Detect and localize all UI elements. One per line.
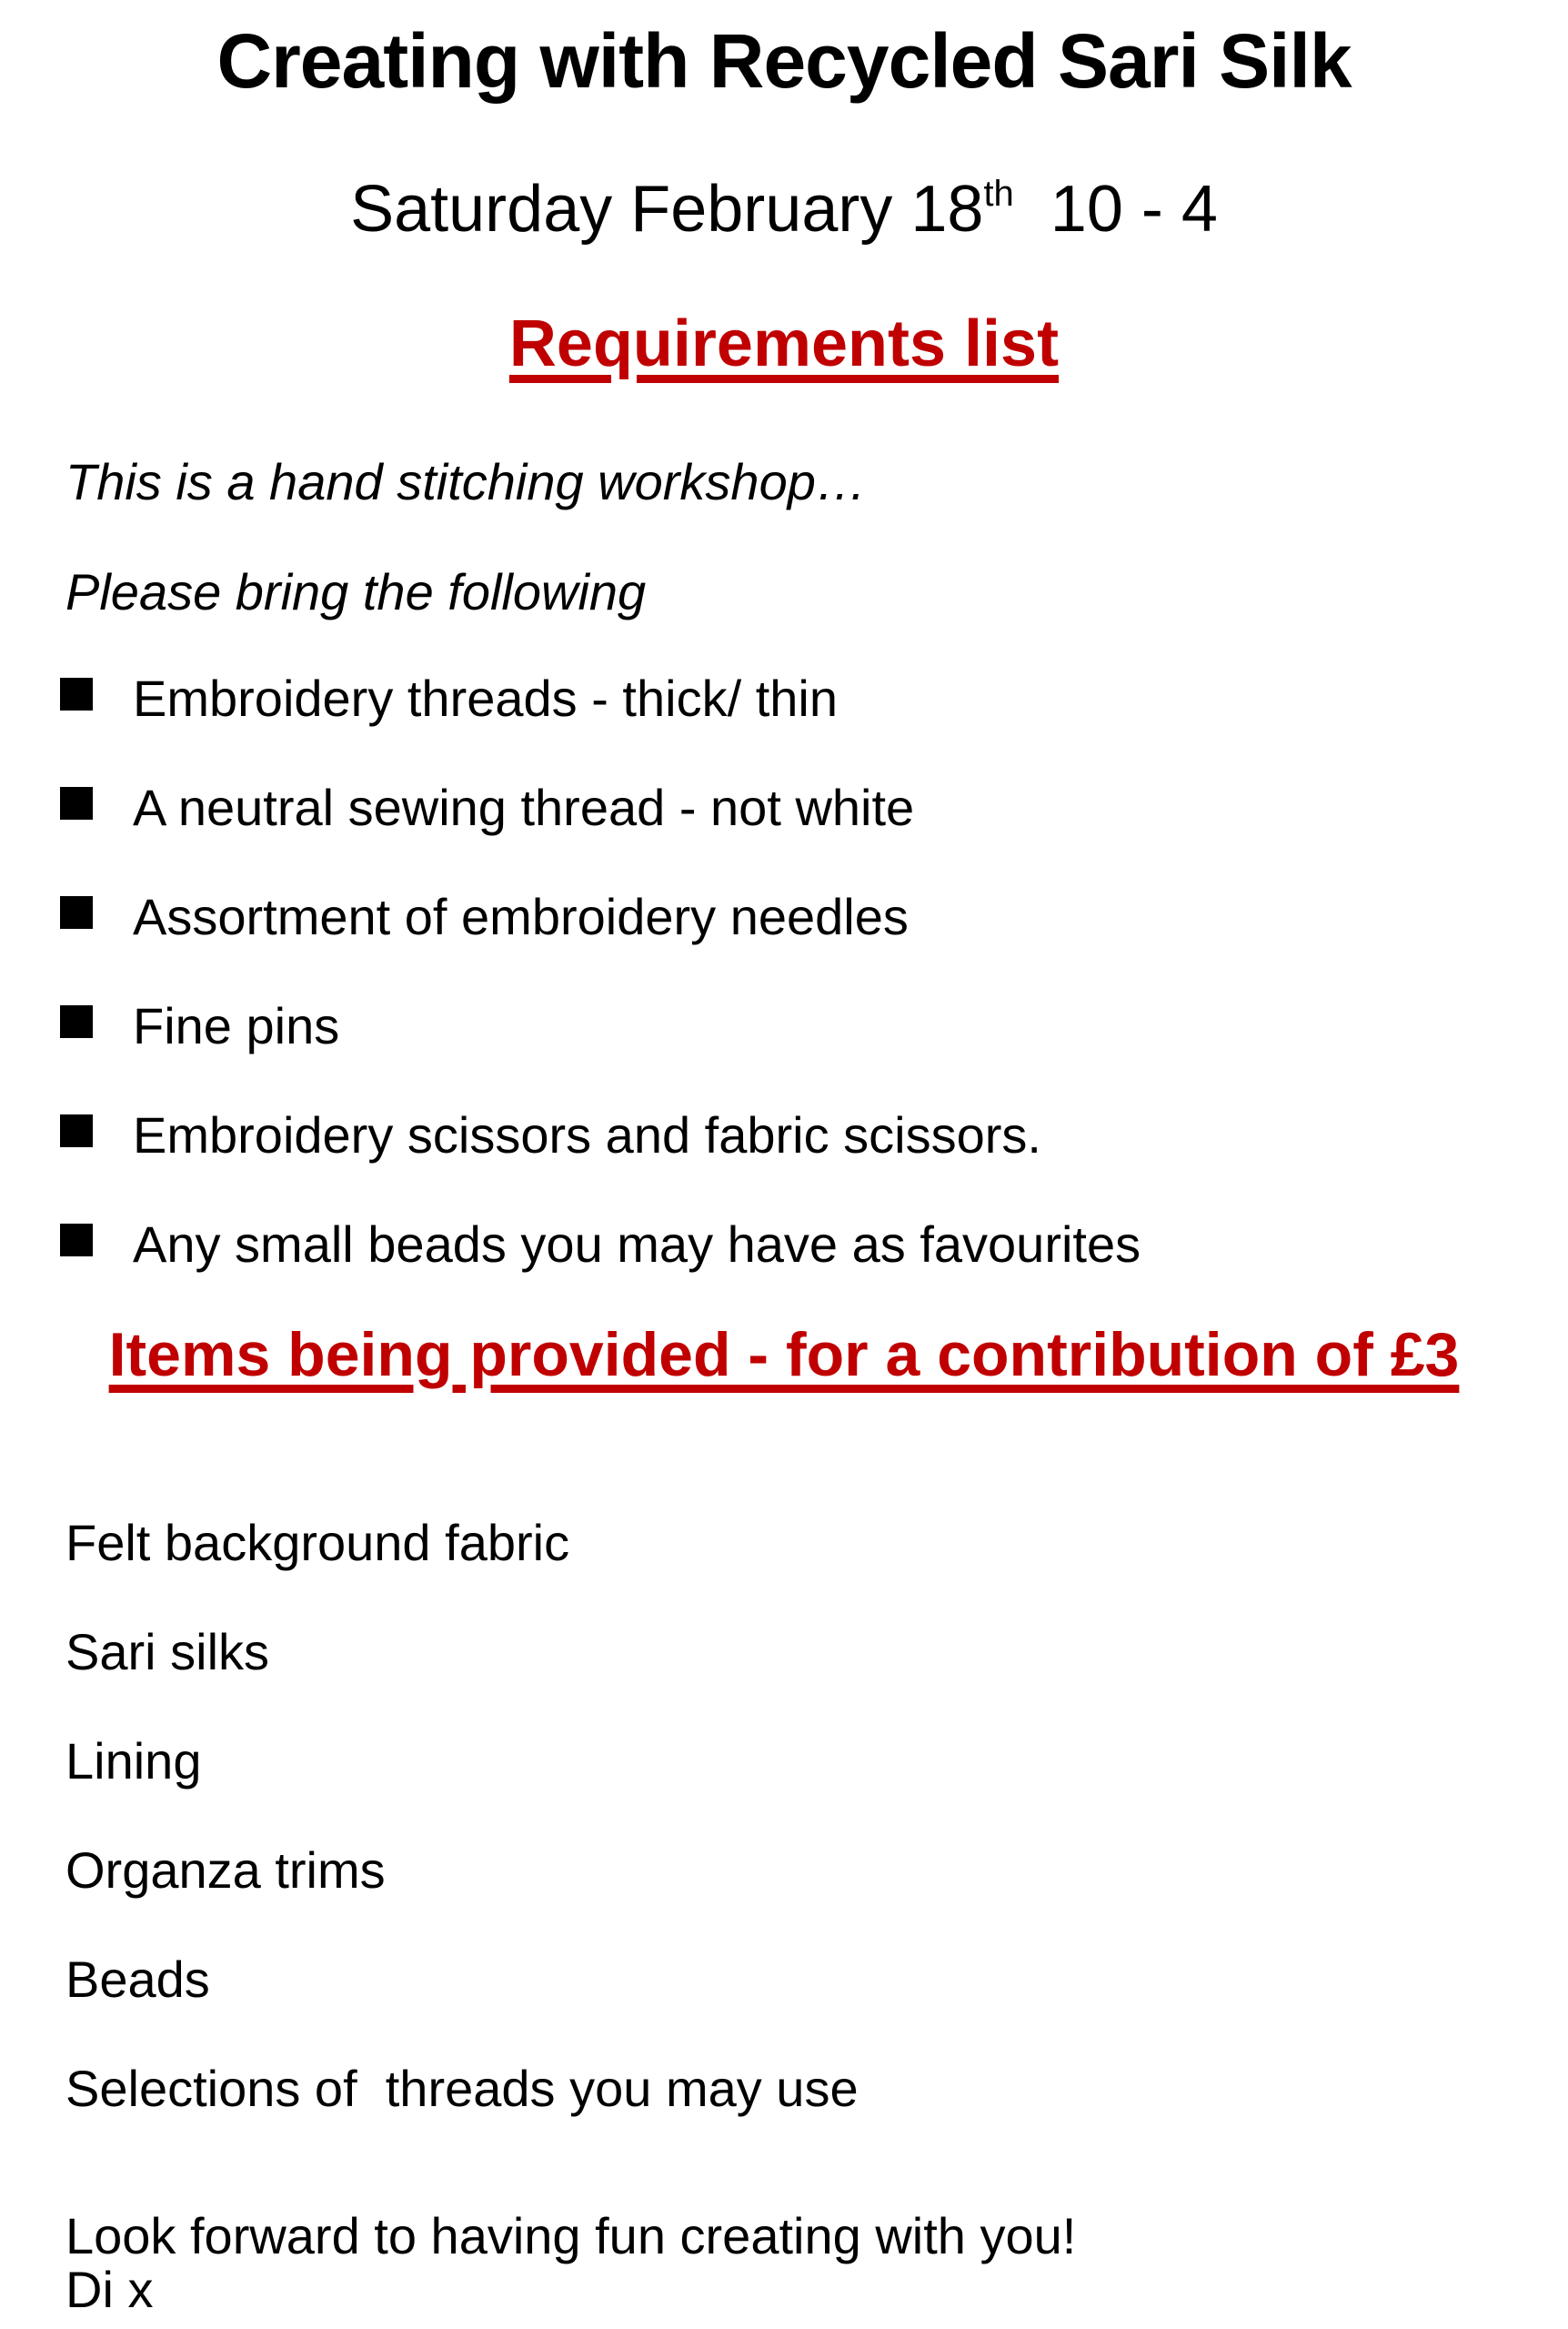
bullet-square-icon <box>60 1114 93 1147</box>
requirement-item-text: Fine pins <box>133 997 340 1054</box>
provided-item: Sari silks <box>65 1623 270 1680</box>
date-ordinal-superscript: th <box>983 174 1014 214</box>
items-provided-heading: Items being provided - for a contribution of £3 <box>108 1320 1460 1389</box>
bullet-square-icon <box>60 787 93 820</box>
provided-item: Organza trims <box>65 1841 386 1899</box>
bullet-square-icon <box>60 1224 93 1256</box>
requirement-item-text: A neutral sewing thread - not white <box>133 779 915 836</box>
requirement-item <box>60 779 1568 836</box>
requirement-item <box>60 1106 1568 1164</box>
date-time-range: 10 - 4 <box>1013 173 1218 246</box>
provided-item: Felt background fabric <box>65 1514 570 1571</box>
provided-item: Lining <box>65 1732 202 1790</box>
requirement-item-text: Assortment of embroidery needles <box>133 888 909 945</box>
provided-item: Beads <box>65 1951 210 2008</box>
closing-paragraph <box>65 2209 1568 2317</box>
event-date-line <box>0 173 1568 246</box>
intro-line-1: This is a hand stitching workshop… <box>65 453 867 510</box>
requirement-item-text: Embroidery scissors and fabric scissors. <box>133 1106 1041 1164</box>
requirement-item-text: Any small beads you may have as favourites <box>133 1215 1141 1273</box>
requirements-list <box>0 670 1568 1273</box>
bullet-square-icon <box>60 678 93 711</box>
signature: Di x <box>65 2261 154 2319</box>
provided-item: Selections of threads you may use <box>65 2060 859 2117</box>
requirement-item <box>60 888 1568 945</box>
requirement-item <box>60 670 1568 727</box>
requirement-item <box>60 1215 1568 1273</box>
requirement-item-text: Embroidery threads - thick/ thin <box>133 670 838 727</box>
bullet-square-icon <box>60 896 93 929</box>
document-title: Creating with Recycled Sari Silk <box>216 18 1352 104</box>
intro-line-2: Please bring the following <box>65 563 647 620</box>
requirement-item <box>60 997 1568 1054</box>
bullet-square-icon <box>60 1005 93 1038</box>
date-text: Saturday February 18 <box>350 173 984 246</box>
requirements-heading: Requirements list <box>508 308 1060 380</box>
closing-line: Look forward to having fun creating with you! <box>65 2207 1077 2264</box>
